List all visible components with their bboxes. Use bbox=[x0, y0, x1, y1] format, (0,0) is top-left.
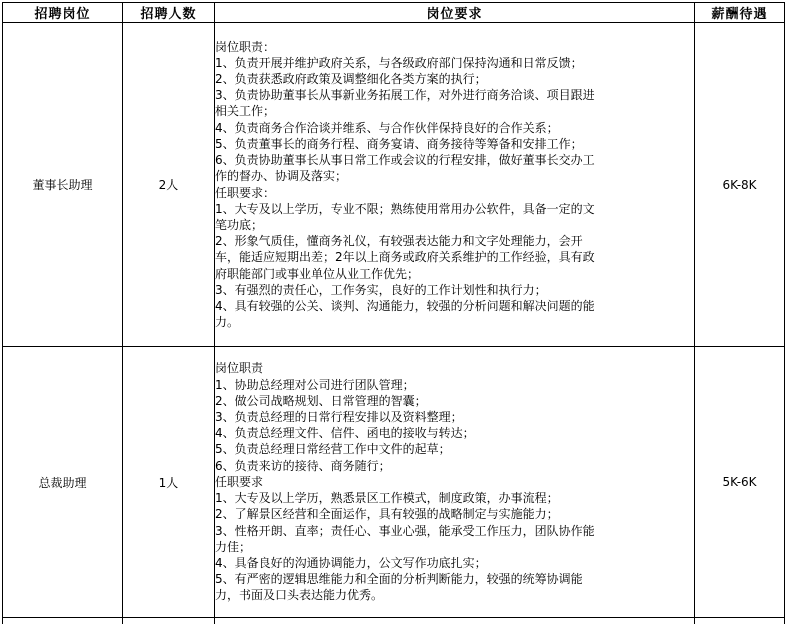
requirement-line: 作的督办、协调及落实； bbox=[215, 168, 694, 184]
requirement-line: 3、性格开朗、直率；责任心、事业心强，能承受工作压力，团队协作能 bbox=[215, 523, 694, 539]
header-salary: 薪酬待遇 bbox=[695, 3, 785, 23]
requirement-line: 相关工作； bbox=[215, 103, 694, 119]
requirement-line: 3、负责总经理的日常行程安排以及资料整理； bbox=[215, 409, 694, 425]
header-position: 招聘岗位 bbox=[3, 3, 123, 23]
requirement-line: 2、做公司战略规划、日常管理的智囊； bbox=[215, 393, 694, 409]
requirement-line: 3、负责协助董事长从事新业务拓展工作，对外进行商务洽谈、项目跟进 bbox=[215, 87, 694, 103]
requirement-line: 5、负责总经理日常经营工作中文件的起草； bbox=[215, 441, 694, 457]
requirements-cell bbox=[215, 23, 695, 347]
table-row bbox=[3, 347, 785, 618]
requirement-line: 3、有强烈的责任心，工作务实，良好的工作计划性和执行力； bbox=[215, 282, 694, 298]
count-cell: 2人 bbox=[123, 23, 215, 347]
position-cell: 董事长助理 bbox=[3, 23, 123, 347]
recruitment-table bbox=[2, 2, 785, 624]
position-cell: 总裁助理 bbox=[3, 347, 123, 618]
requirement-line: 5、负责董事长的商务行程、商务宴请、商务接待等筹备和安排工作； bbox=[215, 136, 694, 152]
header-count: 招聘人数 bbox=[123, 3, 215, 23]
salary-cell: 5K-6K bbox=[695, 347, 785, 618]
requirement-line: 岗位职责 bbox=[215, 360, 694, 376]
requirement-line: 2、了解景区经营和全面运作，具有较强的战略制定与实施能力； bbox=[215, 506, 694, 522]
requirement-line: 力。 bbox=[215, 314, 694, 330]
requirement-line: 力佳； bbox=[215, 539, 694, 555]
requirement-line: 笔功底； bbox=[215, 217, 694, 233]
requirement-line: 6、负责来访的接待、商务随行； bbox=[215, 458, 694, 474]
table-row bbox=[3, 23, 785, 347]
table-row-partial bbox=[3, 618, 785, 624]
requirement-line: 4、具备良好的沟通协调能力，公文写作功底扎实； bbox=[215, 555, 694, 571]
requirement-line: 5、有严密的逻辑思维能力和全面的分析判断能力，较强的统筹协调能 bbox=[215, 571, 694, 587]
requirement-line: 2、负责获悉政府政策及调整细化各类方案的执行； bbox=[215, 71, 694, 87]
requirement-line: 任职要求 bbox=[215, 474, 694, 490]
header-row bbox=[3, 3, 785, 23]
requirement-line: 力，书面及口头表达能力优秀。 bbox=[215, 587, 694, 603]
requirement-line: 车，能适应短期出差；2年以上商务或政府关系维护的工作经验，具有政 bbox=[215, 249, 694, 265]
header-requirements: 岗位要求 bbox=[215, 3, 695, 23]
salary-cell: 6K-8K bbox=[695, 23, 785, 347]
requirement-line: 1、负责开展并维护政府关系，与各级政府部门保持沟通和日常反馈； bbox=[215, 55, 694, 71]
requirement-line: 1、协助总经理对公司进行团队管理； bbox=[215, 377, 694, 393]
requirement-line: 岗位职责： bbox=[215, 39, 694, 55]
requirement-line: 4、负责商务合作洽谈并维系、与合作伙伴保持良好的合作关系； bbox=[215, 120, 694, 136]
requirement-line: 1、大专及以上学历，熟悉景区工作模式，制度政策，办事流程； bbox=[215, 490, 694, 506]
requirement-line: 4、负责总经理文件、信件、函电的接收与转达； bbox=[215, 425, 694, 441]
requirement-line: 府职能部门或事业单位从业工作优先； bbox=[215, 266, 694, 282]
count-cell: 1人 bbox=[123, 347, 215, 618]
requirement-line: 1、大专及以上学历，专业不限；熟练使用常用办公软件，具备一定的文 bbox=[215, 201, 694, 217]
requirement-line: 2、形象气质佳，懂商务礼仪，有较强表达能力和文字处理能力，会开 bbox=[215, 233, 694, 249]
requirement-line: 4、具有较强的公关、谈判、沟通能力，较强的分析问题和解决问题的能 bbox=[215, 298, 694, 314]
requirements-cell bbox=[215, 347, 695, 618]
requirement-line: 任职要求： bbox=[215, 185, 694, 201]
requirement-line: 6、负责协助董事长从事日常工作或会议的行程安排，做好董事长交办工 bbox=[215, 152, 694, 168]
